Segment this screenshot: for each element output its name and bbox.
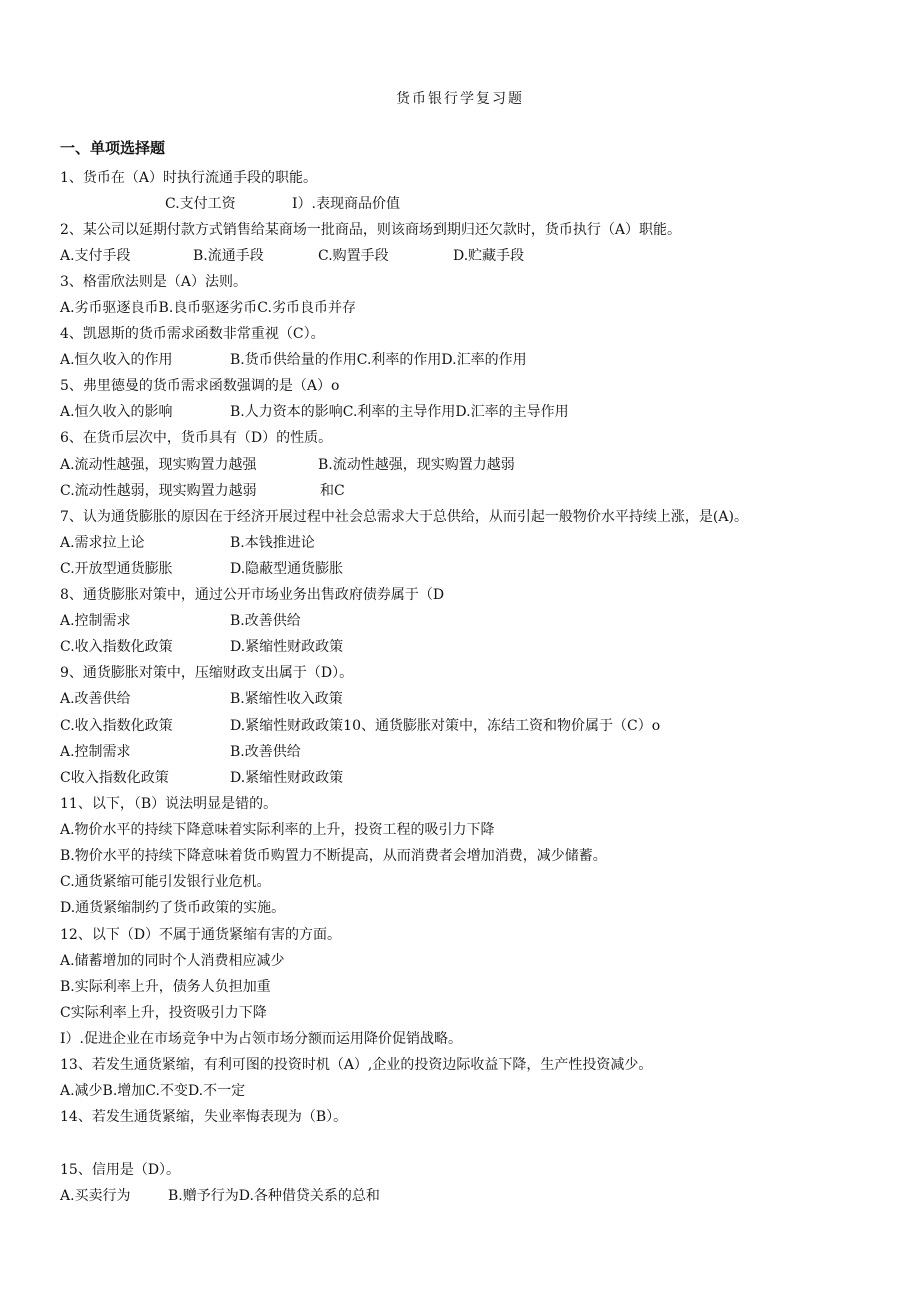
document-title: 货币银行学复习题 xyxy=(396,91,524,107)
question-1: 1、货币在（A）时执行流通手段的职能。 xyxy=(60,170,318,186)
question-12-option-a: A.储蓄增加的同时个人消费相应减少 xyxy=(60,953,285,969)
question-8: 8、通货膨胀对策中，通过公开市场业务出售政府债券属于（D xyxy=(60,587,445,603)
question-12-option-b: B.实际利率上升，债务人负担加重 xyxy=(60,979,271,995)
question-3: 3、格雷欣法则是（A）法则。 xyxy=(60,274,248,290)
question-11-option-b: B.物价水平的持续下降意味着货币购置力不断提高，从而消费者会增加消费，减少储蓄。 xyxy=(60,848,607,864)
question-14: 14、若发生通货紧缩，失业率悔表现为（B）。 xyxy=(60,1109,348,1125)
question-7: 7、认为通货膨胀的原因在于经济开展过程中社会总需求大于总供给，从而引起一般物价水平持续上涨，是(A)。 xyxy=(60,509,748,525)
question-11: 11、以下，（B）说法明显是错的。 xyxy=(60,796,278,812)
question-6: 6、在货币层次中，货币具有（D）的性质。 xyxy=(60,430,333,446)
question-13-options: A.减少B.增加C.不变D.不一定 xyxy=(60,1083,246,1099)
question-12-option-c: C实际利率上升，投资吸引力下降 xyxy=(60,1005,267,1021)
question-11-option-d: D.通货紧缩制约了货币政策的实施。 xyxy=(60,900,286,916)
question-12: 12、以下（D）不属于通货紧缩有害的方面。 xyxy=(60,927,342,943)
question-15: 15、信用是（D）。 xyxy=(60,1162,181,1178)
question-4: 4、凯恩斯的货币需求函数非常重视（C）。 xyxy=(60,326,325,342)
document-page: 货币银行学复习题 一、单项选择题 1、货币在（A）时执行流通手段的职能。 C.支付工资 I）.表现商品价值 2、某公司以延期付款方式销售给某商场一批商品，则该商场到期归还欠款时，货币执行（A）职能。 A.支付手段 B.流通手段 C.购置手段 D.贮藏手段 3、格雷欣法则是（A）法则。 A.劣币驱逐良币B.良币驱逐劣币C.劣币良币并存 4、凯恩斯的货币需求函数非常重视（C）。 A.恒久收入的作用 B.货币供给量的作用C.利率的作用D.汇率的作用 5、弗里德曼的货币需求函数强调的是（A）o A.恒久收入的影响 B.人力资本的影响C.利率的主导作用D.汇率的主导作用 6、在货币层次中，货币具有（D）的性质。 A.流动性越强，现实购置力越强 B.流动性越强，现实购置力越弱 C.流动性越弱，现实购置力越弱 和C 7、认为通货膨胀的原因在于经济开展过程中社会总需求大于总供给，从而引起一般物价水平持续上涨，是(A)。 A.需求拉上论 B.本钱推进论 C.开放型通货膨胀 D.隐蔽型通货膨胀 8、通货膨胀对策中，通过公开市场业务出售政府债券属于（D A.控制需求 B.改善供给 C.收入指数化政策 D.紧缩性财政政策 9、通货膨胀对策中，压缩财政支出属于（D）。 A.改善供给 B.紧缩性收入政策 C.收入指数化政策 D.紧缩性财政政策10、通货膨胀对策中，冻结工资和物价属于（C）o A.控制需求 B.改善供给 C收入指数化政策 D.紧缩性财政政策 11、以下，（B）说法明显是错的。 A.物价水平的持续下降意味着实际利率的上升，投资工程的吸引力下降 B.物价水平的持续下降意味着货币购置力不断提高，从而消费者会增加消费，减少储蓄。 C.通货紧缩可能引发银行业危机。 D.通货紧缩制约了货币政策的实施。 12、以下（D）不属于通货紧缩有害的方面。 A.储蓄增加的同时个人消费相应减少 B.实际利率上升，债务人负担加重 C实际利率上升，投资吸引力下降 I）.促进企业在市场竞争中为占领市场分额而运用降价促销战略。 13、若发生通货紧缩，有利可图的投资时机（A）,企业的投资边际收益下降，生产性投资减少。 A.减少B.增加C.不变D.不一定 14、若发生通货紧缩，失业率悔表现为（B）。 15、信用是（D）。 A.买卖行为 B.赠予行为D.各种借贷关系的总和 xyxy=(0,0,920,1301)
question-5: 5、弗里德曼的货币需求函数强调的是（A）o xyxy=(60,378,340,394)
question-3-options: A.劣币驱逐良币B.良币驱逐劣币C.劣币良币并存 xyxy=(60,300,356,316)
question-2: 2、某公司以延期付款方式销售给某商场一批商品，则该商场到期归还欠款时，货币执行（A）职能。 xyxy=(60,222,682,238)
question-11-option-c: C.通货紧缩可能引发银行业危机。 xyxy=(60,874,271,890)
question-11-option-a: A.物价水平的持续下降意味着实际利率的上升，投资工程的吸引力下降 xyxy=(60,822,495,838)
question-13: 13、若发生通货紧缩，有利可图的投资时机（A）,企业的投资边际收益下降，生产性投资减少。 xyxy=(60,1057,653,1073)
section-heading: 一、单项选择题 xyxy=(60,139,166,157)
question-12-option-d: I）.促进企业在市场竞争中为占领市场分额而运用降价促销战略。 xyxy=(60,1031,462,1047)
question-9: 9、通货膨胀对策中，压缩财政支出属于（D）。 xyxy=(60,665,354,681)
